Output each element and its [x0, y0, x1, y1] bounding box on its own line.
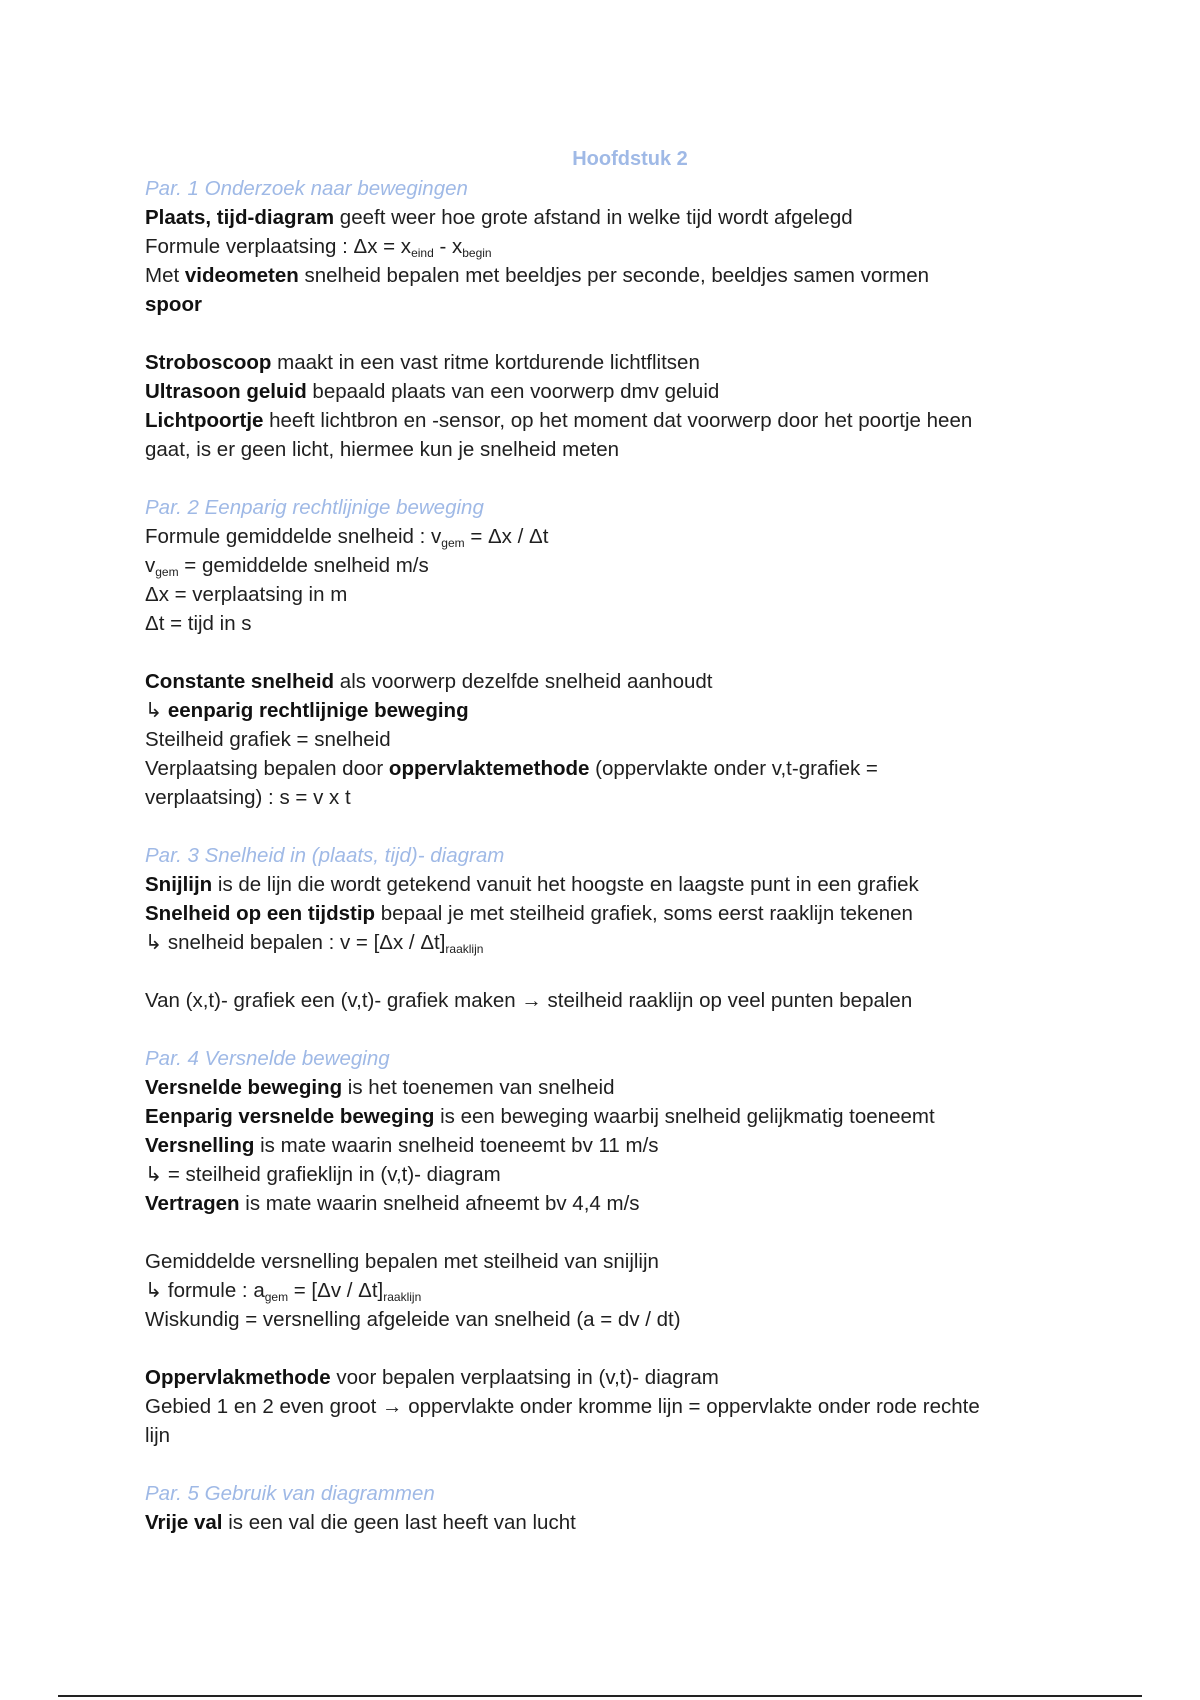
text-line: Snelheid op een tijdstip bepaal je met steilheid grafiek, soms eerst raaklijn tekenen — [145, 902, 913, 925]
formula-line: ↳ formule : $a_{gem} = [\Delta v / \Delta t]_{raaklijn}$ — [145, 1279, 422, 1304]
document-page — [145, 144, 1065, 1537]
text-line: Versnelling is mate waarin snelheid toeneemt bv 11 m/s — [145, 1134, 659, 1157]
page-title: Hoofdstuk 2 — [572, 148, 688, 170]
text-line: lijn — [145, 1424, 171, 1447]
text-line: Stroboscoop maakt in een vast ritme kortdurende lichtflitsen — [145, 351, 700, 374]
text-line: Wiskundig = versnelling afgeleide van snelheid (a = dv / dt) — [145, 1308, 681, 1331]
text-line: Oppervlakmethode voor bepalen verplaatsing in (v,t)- diagram — [145, 1366, 719, 1389]
text-line: Δt = tijd in s — [145, 612, 252, 635]
text-line: Lichtpoortje heeft lichtbron en -sensor, op het moment dat voorwerp door het poortje heen — [145, 409, 973, 432]
text-line: Van (x,t)- grafiek een (v,t)- grafiek maken → steilheid raaklijn op veel punten bepalen — [145, 989, 913, 1012]
text-line: ↳ = steilheid grafieklijn in (v,t)- diagram — [145, 1163, 501, 1186]
text-line: Gemiddelde versnelling bepalen met steilheid van snijlijn — [145, 1250, 659, 1273]
text-line: Ultrasoon geluid bepaald plaats van een voorwerp dmv geluid — [145, 380, 720, 403]
text-line: Vrije val is een val die geen last heeft van lucht — [145, 1511, 576, 1534]
formula-line: Formule verplaatsing : $\Delta x = x_{eind} - x_{begin}$ — [145, 235, 492, 260]
text-line: Met videometen snelheid bepalen met beeldjes per seconde, beeldjes samen vormen — [145, 264, 930, 287]
footer-divider — [58, 1695, 1142, 1697]
section-heading-par2: Par. 2 Eenparig rechtlijnige beweging — [145, 496, 484, 519]
text-line: Plaats, tijd-diagram geeft weer hoe grote afstand in welke tijd wordt afgelegd — [145, 206, 853, 229]
formula-line: ↳ snelheid bepalen : $v = [\Delta x / \Delta t]_{raaklijn}$ — [145, 931, 484, 956]
section-heading-par4: Par. 4 Versnelde beweging — [145, 1047, 390, 1070]
text-line: ↳ eenparig rechtlijnige beweging — [145, 699, 469, 722]
formula-line: Formule gemiddelde snelheid : $v_{gem} = \Delta x / \Delta t$ — [145, 525, 549, 550]
section-heading-par1: Par. 1 Onderzoek naar bewegingen — [145, 177, 468, 200]
text-line: spoor — [145, 293, 202, 316]
text-line: Eenparig versnelde beweging is een beweging waarbij snelheid gelijkmatig toeneemt — [145, 1105, 935, 1128]
text-line: Gebied 1 en 2 even groot → oppervlakte onder kromme lijn = oppervlakte onder rode rechte — [145, 1395, 980, 1418]
section-heading-par3: Par. 3 Snelheid in (plaats, tijd)- diagram — [145, 844, 505, 867]
text-line: Vertragen is mate waarin snelheid afneemt bv 4,4 m/s — [145, 1192, 640, 1215]
text-line: Verplaatsing bepalen door oppervlaktemethode (oppervlakte onder v,t-grafiek = — [145, 757, 878, 780]
text-line: verplaatsing) : s = v x t — [145, 786, 351, 809]
text-line: Δx = verplaatsing in m — [145, 583, 348, 606]
section-heading-par5: Par. 5 Gebruik van diagrammen — [145, 1482, 435, 1505]
text-line: gaat, is er geen licht, hiermee kun je snelheid meten — [145, 438, 620, 461]
text-line: Steilheid grafiek = snelheid — [145, 728, 391, 751]
text-line: Constante snelheid als voorwerp dezelfde snelheid aanhoudt — [145, 670, 713, 693]
formula-line: $v_{gem}$ = gemiddelde snelheid m/s — [145, 554, 429, 579]
text-line: Versnelde beweging is het toenemen van snelheid — [145, 1076, 615, 1099]
text-line: Snijlijn is de lijn die wordt getekend vanuit het hoogste en laagste punt in een grafiek — [145, 873, 919, 896]
